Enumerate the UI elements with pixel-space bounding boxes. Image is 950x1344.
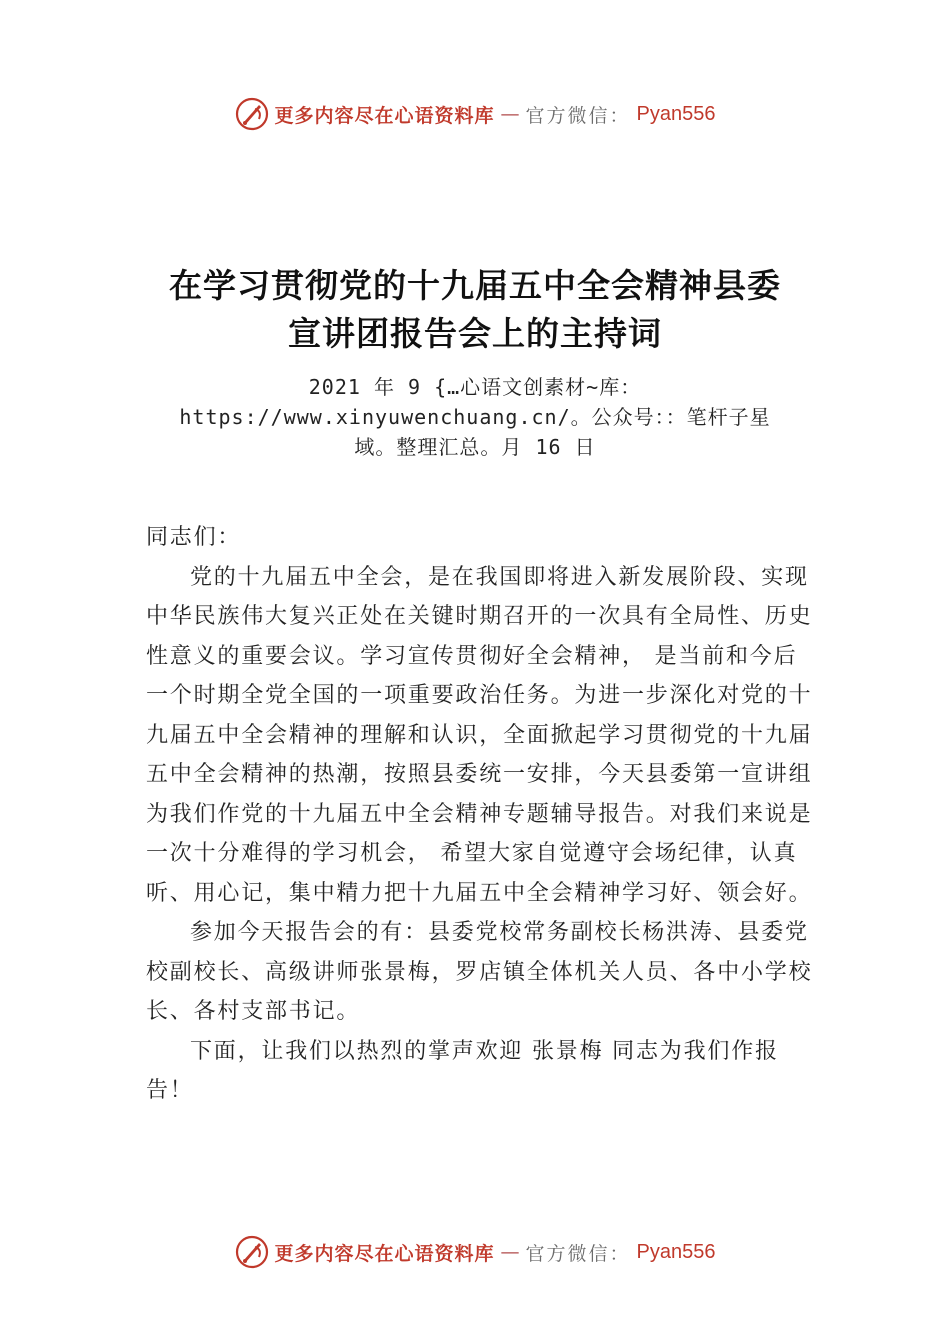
greeting: 同志们： <box>146 525 242 550</box>
banner-wechat-id: Pyan556 <box>636 102 716 125</box>
subtitle-line-3: 域。整理汇总。月 16 日 <box>354 435 596 459</box>
document-title <box>100 262 850 358</box>
footer-main-text: 更多内容尽在心语资料库 <box>274 1242 495 1265</box>
footer-wechat-id: Pyan556 <box>636 1240 716 1263</box>
header-banner <box>0 94 950 134</box>
paragraph-3: 下面，让我们以热烈的掌声欢迎 张景梅 同志为我们作报告！ <box>146 1038 779 1103</box>
paragraph-2: 参加今天报告会的有：县委党校常务副校长杨洪涛、县委党校副校长、高级讲师张景梅，罗店镇全体机关人员、各中小学校长、各村支部书记。 <box>146 920 813 1024</box>
quill-logo-icon <box>235 1235 269 1269</box>
footer-wechat-label: 官方微信： <box>525 1242 631 1265</box>
subtitle-line-2: https://www.xinyuwenchuang.cn/。公众号：：笔杆子星 <box>179 405 771 429</box>
banner-separator: — <box>500 103 520 125</box>
banner-main-text: 更多内容尽在心语资料库 <box>274 104 495 127</box>
quill-logo-icon <box>235 97 269 131</box>
document-subtitle <box>150 372 800 462</box>
footer-banner <box>0 1232 950 1272</box>
document-body <box>146 518 818 1111</box>
title-line-1: 在学习贯彻党的十九届五中全会精神县委 <box>169 266 781 305</box>
subtitle-line-1: 2021 年 9 {…心语文创素材~库： <box>308 375 642 399</box>
title-line-2: 宣讲团报告会上的主持词 <box>288 314 662 353</box>
paragraph-1: 党的十九届五中全会，是在我国即将进入新发展阶段、实现中华民族伟大复兴正处在关键时期召开的一次具有全局性、历史性意义的重要会议。学习宣传贯彻好全会精神， 是当前和今后一个时期全党全国的一项重要政治任务。为进一步深化对党的十九届五中全会精神的理解和认识，全面掀起学习贯彻党的十九届五中全会精神的热潮，按照县委统一安排，今天县委第一宣讲组为我们作党的十九届五中全会精神专题辅导报告。对我们来说是一次十分难得的学习机会， 希望大家自觉遵守会场纪律，认真听、用心记，集中精力把十九届五中全会精神学习好、领会好。 <box>146 564 813 906</box>
footer-separator: — <box>500 1241 520 1263</box>
banner-wechat-label: 官方微信： <box>525 104 631 127</box>
